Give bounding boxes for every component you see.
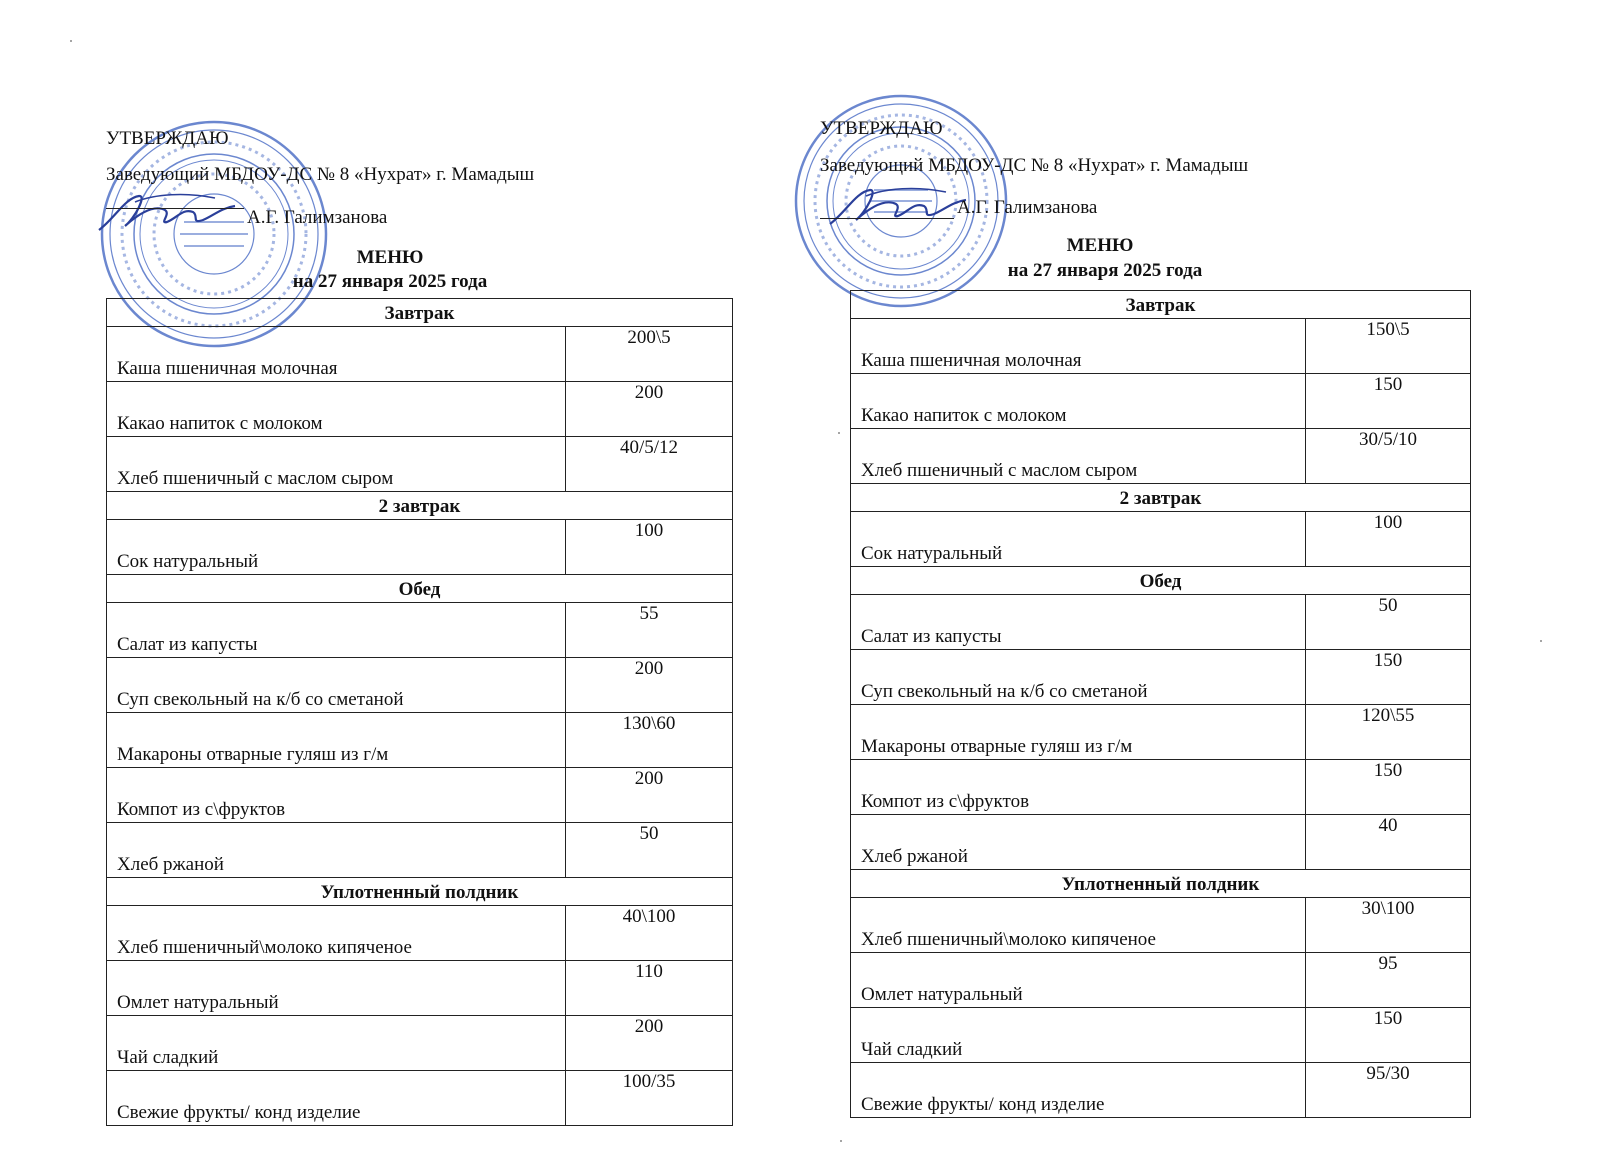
menu-item-row xyxy=(851,1008,1471,1063)
approve-position: Заведующий МБДОУ-ДС № 8 «Нухрат» г. Мамадыш xyxy=(106,164,535,185)
section-header-row xyxy=(851,291,1471,319)
dish-name: Каша пшеничная молочная xyxy=(107,327,566,382)
section-header-row xyxy=(851,567,1471,595)
menu-item-row xyxy=(851,374,1471,429)
signature-right xyxy=(826,182,976,232)
portion-weight: 95 xyxy=(1306,953,1471,1008)
dish-name: Хлеб пшеничный с маслом сыром xyxy=(107,437,566,492)
dish-name: Омлет натуральный xyxy=(851,953,1306,1008)
approve-heading: УТВЕРЖДАЮ xyxy=(820,118,943,139)
menu-item-row xyxy=(107,906,733,961)
section-title: Обед xyxy=(107,575,733,603)
dish-name: Макароны отварные гуляш из г/м xyxy=(107,713,566,768)
menu-date: на 27 января 2025 года xyxy=(1007,260,1203,281)
menu-date: на 27 января 2025 года xyxy=(292,271,488,292)
approve-position: Заведующий МБДОУ-ДС № 8 «Нухрат» г. Мамадыш xyxy=(820,155,1249,176)
section-title: Уплотненный полдник xyxy=(851,870,1471,898)
signature-line xyxy=(106,208,244,209)
dish-name: Хлеб ржаной xyxy=(851,815,1306,870)
menu-item-row xyxy=(107,961,733,1016)
scan-speck xyxy=(840,1140,842,1142)
dish-name: Хлеб пшеничный с маслом сыром xyxy=(851,429,1306,484)
section-header-row xyxy=(107,492,733,520)
portion-weight: 200 xyxy=(566,1016,733,1071)
portion-weight: 40/5/12 xyxy=(566,437,733,492)
dish-name: Свежие фрукты/ конд изделие xyxy=(851,1063,1306,1118)
menu-title: МЕНЮ xyxy=(356,247,424,268)
portion-weight: 200 xyxy=(566,658,733,713)
portion-weight: 100 xyxy=(566,520,733,575)
portion-weight: 200 xyxy=(566,768,733,823)
dish-name: Каша пшеничная молочная xyxy=(851,319,1306,374)
menu-item-row xyxy=(107,1071,733,1126)
menu-title: МЕНЮ xyxy=(1066,235,1134,256)
menu-item-row xyxy=(107,713,733,768)
portion-weight: 95/30 xyxy=(1306,1063,1471,1118)
section-header-row xyxy=(107,299,733,327)
approve-name: А.Г. Галимзанова xyxy=(957,197,1098,218)
section-title: 2 завтрак xyxy=(851,484,1471,512)
portion-weight: 130\60 xyxy=(566,713,733,768)
dish-name: Сок натуральный xyxy=(851,512,1306,567)
dish-name: Суп свекольный на к/б со сметаной xyxy=(107,658,566,713)
scan-speck xyxy=(838,432,840,434)
dish-name: Компот из с\фруктов xyxy=(107,768,566,823)
dish-name: Макароны отварные гуляш из г/м xyxy=(851,705,1306,760)
menu-item-row xyxy=(851,815,1471,870)
portion-weight: 40\100 xyxy=(566,906,733,961)
menu-item-row xyxy=(851,595,1471,650)
dish-name: Свежие фрукты/ конд изделие xyxy=(107,1071,566,1126)
portion-weight: 30\100 xyxy=(1306,898,1471,953)
approve-heading: УТВЕРЖДАЮ xyxy=(106,128,229,149)
section-header-row xyxy=(851,870,1471,898)
portion-weight: 50 xyxy=(566,823,733,878)
portion-weight: 40 xyxy=(1306,815,1471,870)
dish-name: Хлеб пшеничный\молоко кипяченое xyxy=(851,898,1306,953)
menu-item-row xyxy=(107,658,733,713)
menu-item-row xyxy=(851,319,1471,374)
section-title: Завтрак xyxy=(107,299,733,327)
section-header-row xyxy=(851,484,1471,512)
dish-name: Суп свекольный на к/б со сметаной xyxy=(851,650,1306,705)
section-header-row xyxy=(107,575,733,603)
dish-name: Салат из капусты xyxy=(851,595,1306,650)
menu-item-row xyxy=(851,898,1471,953)
menu-table-right xyxy=(850,290,1471,1118)
scan-speck xyxy=(70,40,72,42)
menu-item-row xyxy=(107,520,733,575)
menu-item-row xyxy=(851,1063,1471,1118)
signature-left xyxy=(95,188,245,238)
portion-weight: 150 xyxy=(1306,650,1471,705)
portion-weight: 30/5/10 xyxy=(1306,429,1471,484)
section-title: Уплотненный полдник xyxy=(107,878,733,906)
menu-item-row xyxy=(851,953,1471,1008)
portion-weight: 150\5 xyxy=(1306,319,1471,374)
dish-name: Салат из капусты xyxy=(107,603,566,658)
menu-item-row xyxy=(107,768,733,823)
dish-name: Хлеб ржаной xyxy=(107,823,566,878)
section-title: Завтрак xyxy=(851,291,1471,319)
scan-speck xyxy=(1540,640,1542,642)
approve-name: А.Г. Галимзанова xyxy=(247,207,388,228)
menu-item-row xyxy=(851,512,1471,567)
portion-weight: 150 xyxy=(1306,374,1471,429)
dish-name: Какао напиток с молоком xyxy=(851,374,1306,429)
menu-table-left xyxy=(106,298,733,1126)
menu-item-row xyxy=(107,1016,733,1071)
menu-item-row xyxy=(851,650,1471,705)
portion-weight: 150 xyxy=(1306,760,1471,815)
menu-item-row xyxy=(107,327,733,382)
menu-item-row xyxy=(107,437,733,492)
dish-name: Чай сладкий xyxy=(107,1016,566,1071)
menu-item-row xyxy=(851,429,1471,484)
menu-item-row xyxy=(107,603,733,658)
portion-weight: 200\5 xyxy=(566,327,733,382)
menu-item-row xyxy=(851,705,1471,760)
menu-item-row xyxy=(107,382,733,437)
dish-name: Омлет натуральный xyxy=(107,961,566,1016)
dish-name: Компот из с\фруктов xyxy=(851,760,1306,815)
portion-weight: 200 xyxy=(566,382,733,437)
portion-weight: 100/35 xyxy=(566,1071,733,1126)
menu-item-row xyxy=(851,760,1471,815)
portion-weight: 100 xyxy=(1306,512,1471,567)
signature-line xyxy=(820,218,954,219)
portion-weight: 150 xyxy=(1306,1008,1471,1063)
dish-name: Сок натуральный xyxy=(107,520,566,575)
dish-name: Хлеб пшеничный\молоко кипяченое xyxy=(107,906,566,961)
portion-weight: 50 xyxy=(1306,595,1471,650)
dish-name: Чай сладкий xyxy=(851,1008,1306,1063)
portion-weight: 120\55 xyxy=(1306,705,1471,760)
section-title: Обед xyxy=(851,567,1471,595)
menu-item-row xyxy=(107,823,733,878)
section-title: 2 завтрак xyxy=(107,492,733,520)
portion-weight: 55 xyxy=(566,603,733,658)
section-header-row xyxy=(107,878,733,906)
dish-name: Какао напиток с молоком xyxy=(107,382,566,437)
portion-weight: 110 xyxy=(566,961,733,1016)
